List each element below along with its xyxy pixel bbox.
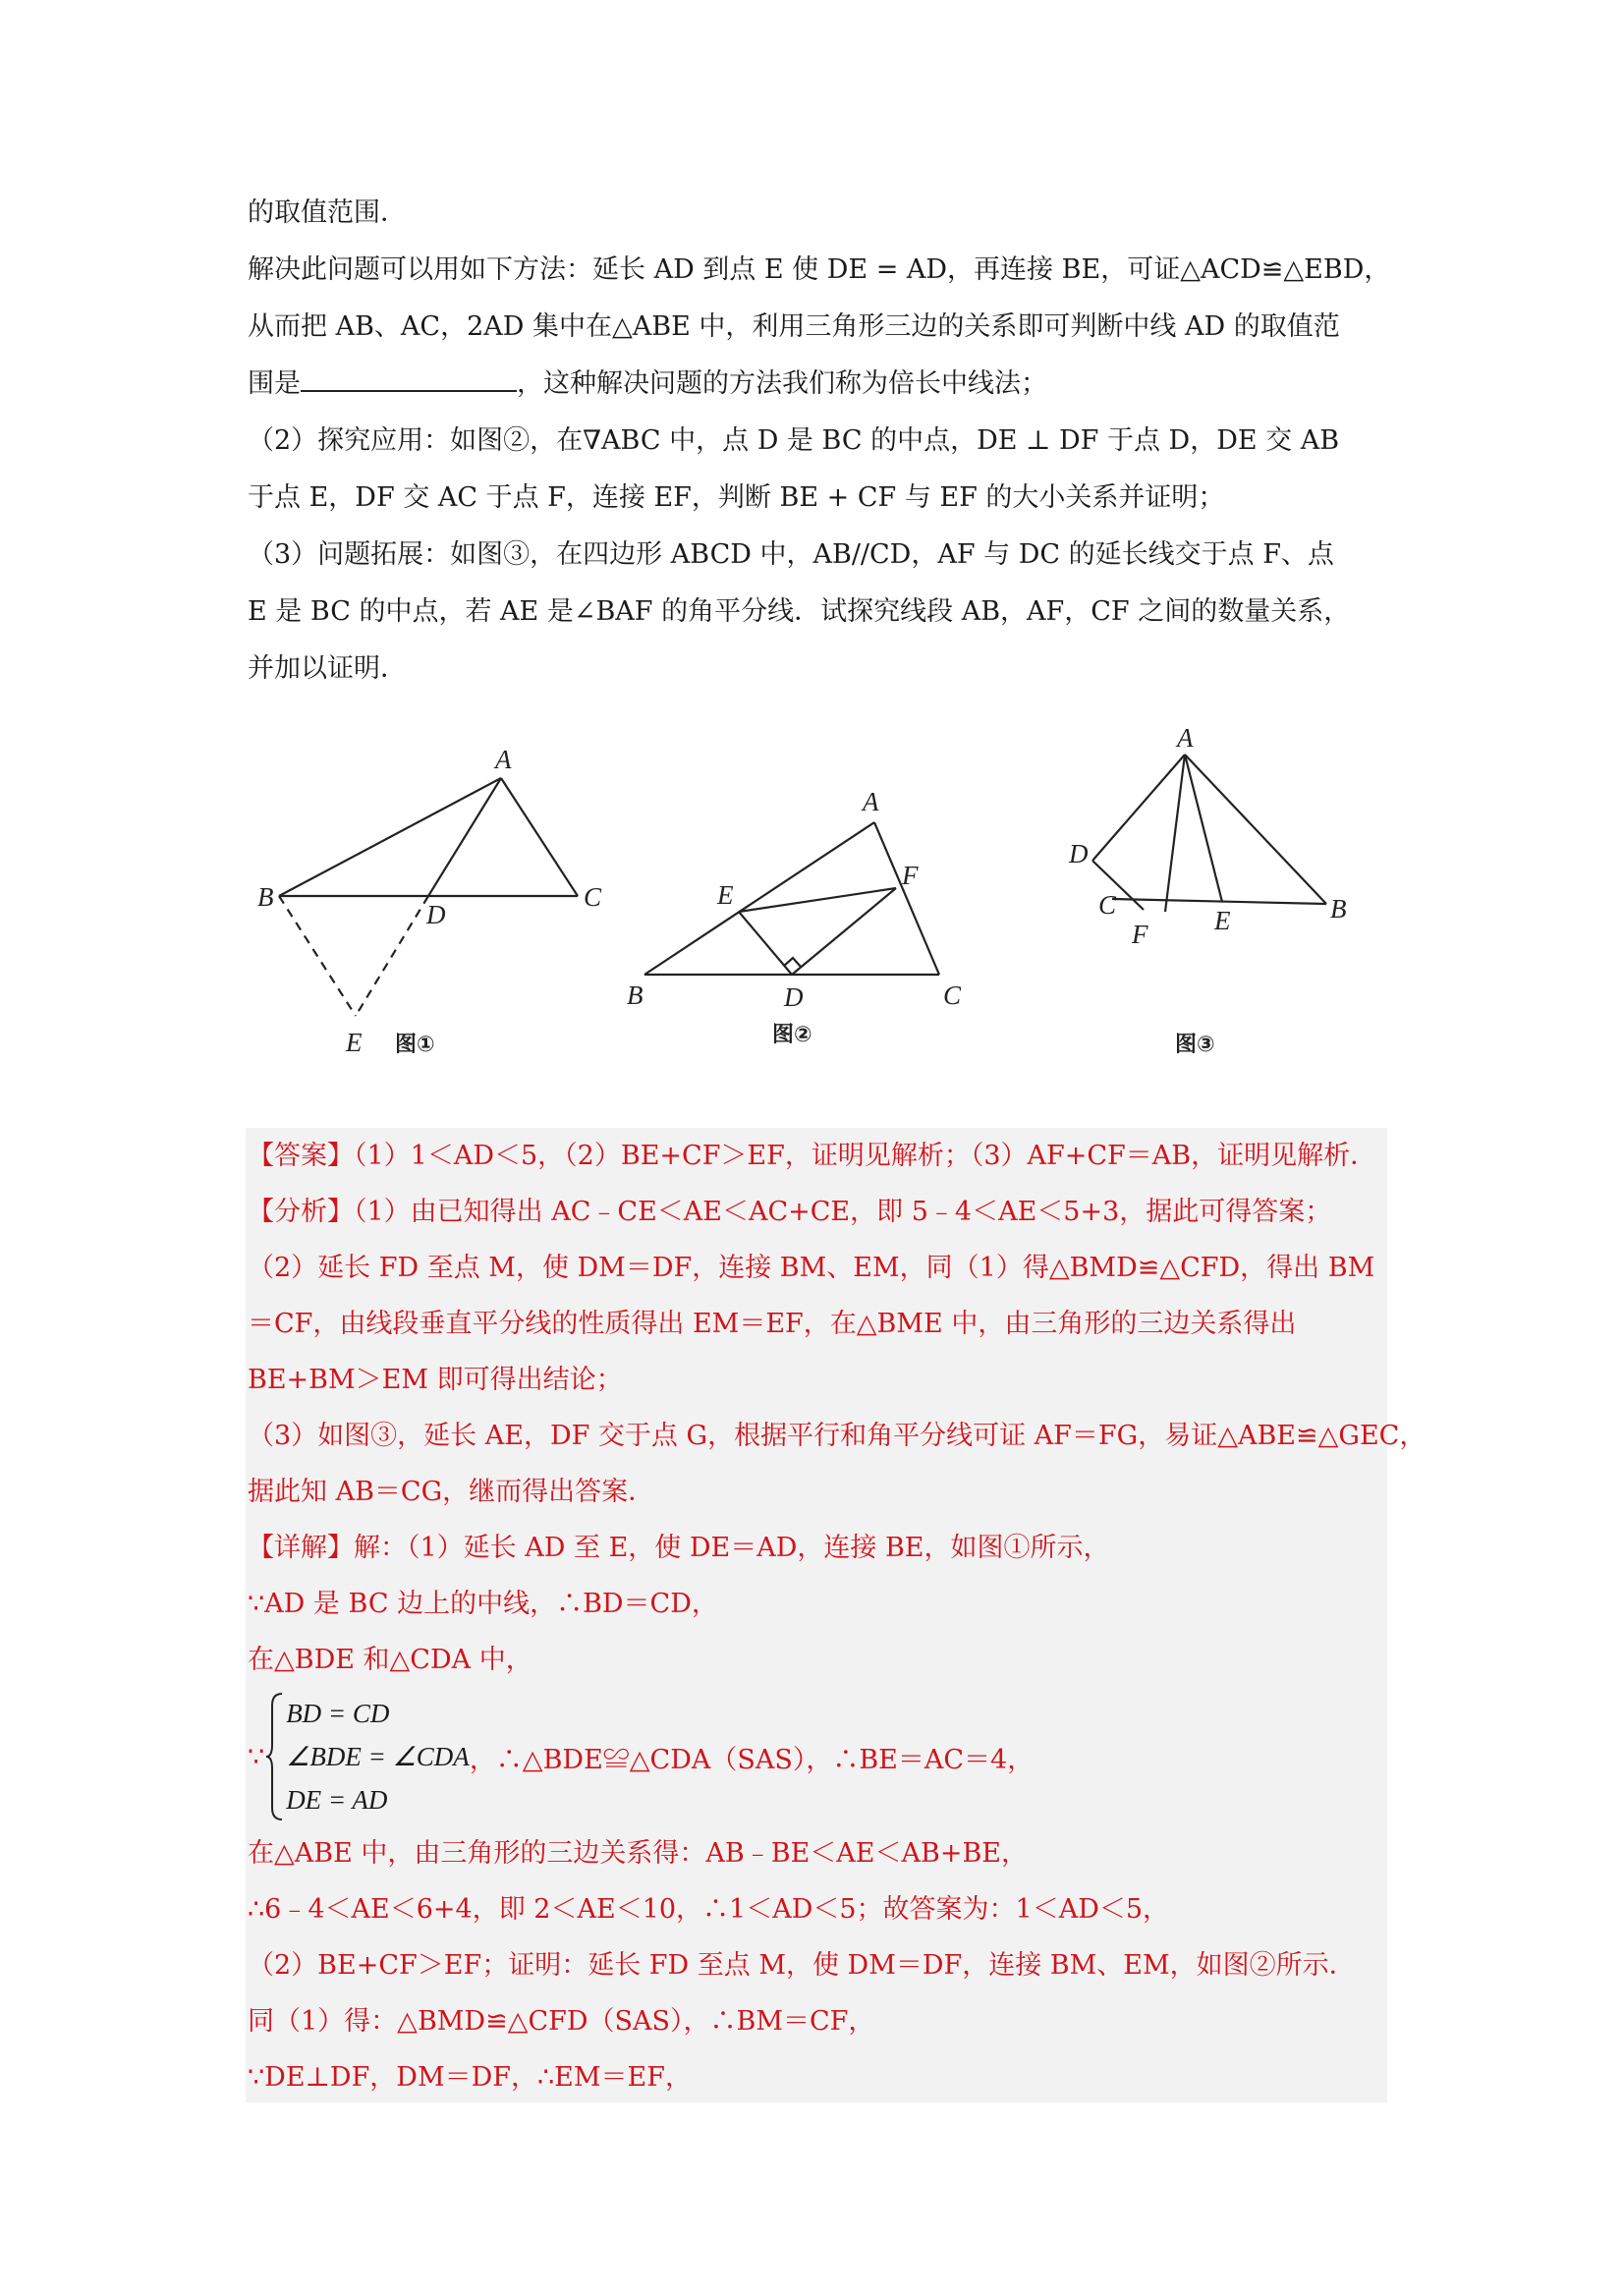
problem-line: 于点 E，DF 交 AC 于点 F，连接 EF，判断 BE + CF 与 EF 的大小关系并证明；: [248, 482, 1225, 513]
fig2-caption: 图②: [772, 1023, 812, 1047]
problem-line: （3）问题拓展：如图③，在四边形 ABCD 中，AB//CD，AF 与 DC 的延长线交于点 F、点: [248, 539, 1334, 570]
fig1-label-d: D: [426, 900, 446, 929]
left-brace: [264, 1692, 286, 1821]
problem-line: 解决此问题可以用如下方法：延长 AD 到点 E 使 DE = AD，再连接 BE，可证△ACD≌△EBD，: [248, 254, 1391, 285]
segment-af: [1165, 755, 1185, 912]
analysis-line: 【分析】（1）由已知得出 AC﹣CE＜AE＜AC+CE，即 5﹣4＜AE＜5+3，据此可得答案；: [248, 1197, 1332, 1227]
fig3-label-b: B: [1330, 894, 1347, 924]
fig1-label-c: C: [584, 882, 602, 912]
detail-line: ∴6﹣4＜AE＜6+4，即 2＜AE＜10，∴1＜AD＜5；故答案为：1＜AD＜5，: [248, 1894, 1170, 1925]
segment-ab: [1185, 755, 1326, 904]
fig2-label-a: A: [863, 787, 879, 816]
analysis-line: ＝CF，由线段垂直平分线的性质得出 EM＝EF，在△BME 中，由三角形的三边关系得出: [248, 1309, 1297, 1339]
system-result: ，∴△BDE≌△CDA（SAS），∴BE＝AC＝4，: [469, 1744, 1035, 1775]
system-line-2: ∠BDE = ∠CDA: [286, 1742, 470, 1771]
segment-ae: [1185, 755, 1222, 902]
fig1-label-a: A: [495, 745, 512, 774]
problem-line: [248, 356, 1387, 413]
figure-1: [279, 778, 578, 1016]
segment-ad: [1092, 755, 1185, 861]
system-line-3: DE = AD: [286, 1785, 388, 1815]
because-symbol: ∵: [248, 1741, 265, 1772]
detail-line: 【详解】解：（1）延长 AD 至 E，使 DE＝AD，连接 BE，如图①所示，: [248, 1533, 1110, 1563]
problem-line: 的取值范围．: [248, 197, 407, 228]
system-lines: [286, 1692, 470, 1821]
fig1-caption: 图①: [395, 1033, 435, 1057]
analysis-line: BE+BM＞EM 即可得出结论；: [248, 1365, 623, 1395]
problem-line-start: 围是: [248, 368, 301, 399]
answer-blank: [301, 364, 517, 392]
fig3-label-d: D: [1069, 839, 1089, 868]
fig3-label-f: F: [1132, 920, 1148, 949]
detail-line: ∵AD 是 BC 边上的中线，∴BD＝CD，: [248, 1589, 718, 1619]
detail-line: （2）BE+CF＞EF；证明：延长 FD 至点 M，使 DM＝DF，连接 BM、EM，如图②所示．: [248, 1950, 1356, 1981]
right-angle-mark: [784, 958, 801, 967]
fig2-label-e: E: [717, 880, 734, 910]
detail-line: 同（1）得：△BMD≌△CFD（SAS），∴BM＝CF，: [248, 2006, 875, 2037]
equation-system: [246, 1688, 1387, 1825]
fig2-label-c: C: [943, 980, 962, 1010]
analysis-line: 据此知 AB＝CG，继而得出答案．: [248, 1477, 655, 1507]
figure-2: [644, 822, 939, 975]
problem-line-end: ，这种解决问题的方法我们称为倍长中线法；: [517, 368, 1047, 399]
segment-de-dashed: [356, 896, 428, 1016]
fig2-label-b: B: [627, 980, 644, 1010]
segment-cb: [1112, 899, 1326, 904]
fig3-label-e: E: [1214, 906, 1231, 935]
detail-line: ∵DE⊥DF，DM＝DF，∴EM＝EF，: [248, 2062, 692, 2093]
segment-ba: [644, 822, 874, 975]
system-line-1: BD = CD: [286, 1699, 390, 1728]
fig3-caption: 图③: [1175, 1033, 1215, 1057]
problem-line: 从而把 AB、AC，2AD 集中在△ABE 中，利用三角形三边的关系即可判断中线 AD 的取值范: [248, 311, 1340, 342]
problem-line: 并加以证明．: [248, 653, 407, 684]
problem-line: （2）探究应用：如图②，在∇ABC 中，点 D 是 BC 的中点，DE ⊥ DF 于点 D，DE 交 AB: [248, 425, 1340, 456]
answer-line: 【答案】（1）1＜AD＜5，（2）BE+CF＞EF，证明见解析；（3）AF+CF＝AB，证明见解析．: [248, 1141, 1377, 1171]
segment-be-dashed: [279, 896, 356, 1016]
detail-line: 在△ABE 中，由三角形的三边关系得：AB﹣BE＜AE＜AB+BE，: [248, 1838, 1029, 1869]
fig2-label-f: F: [902, 861, 919, 890]
fig1-label-b: B: [257, 882, 274, 912]
figures-area: [248, 727, 1407, 1071]
problem-text: [248, 185, 1391, 698]
analysis-line: （3）如图③，延长 AE，DF 交于点 G，根据平行和角平分线可证 AF＝FG，易证△ABE≌△GEC，: [248, 1421, 1427, 1451]
segment-ba: [279, 778, 501, 896]
analysis-line: （2）延长 FD 至点 M，使 DM＝DF，连接 BM、EM，同（1）得△BMD≌△CFD，得出 BM: [248, 1253, 1375, 1283]
segment-ac: [501, 778, 578, 896]
fig1-label-e: E: [346, 1028, 363, 1057]
problem-line: E 是 BC 的中点，若 AE 是∠BAF 的角平分线．试探究线段 AB，AF，CF 之间的数量关系，: [248, 596, 1351, 627]
fig3-label-c: C: [1098, 890, 1117, 920]
fig3-label-a: A: [1177, 727, 1194, 753]
detail-line: 在△BDE 和△CDA 中，: [248, 1645, 532, 1675]
segment-ad: [428, 778, 501, 896]
solution-box: [246, 1128, 1427, 2102]
figure-3: [1092, 755, 1326, 912]
fig2-label-d: D: [784, 982, 804, 1012]
geometry-figures: [248, 727, 1407, 1071]
